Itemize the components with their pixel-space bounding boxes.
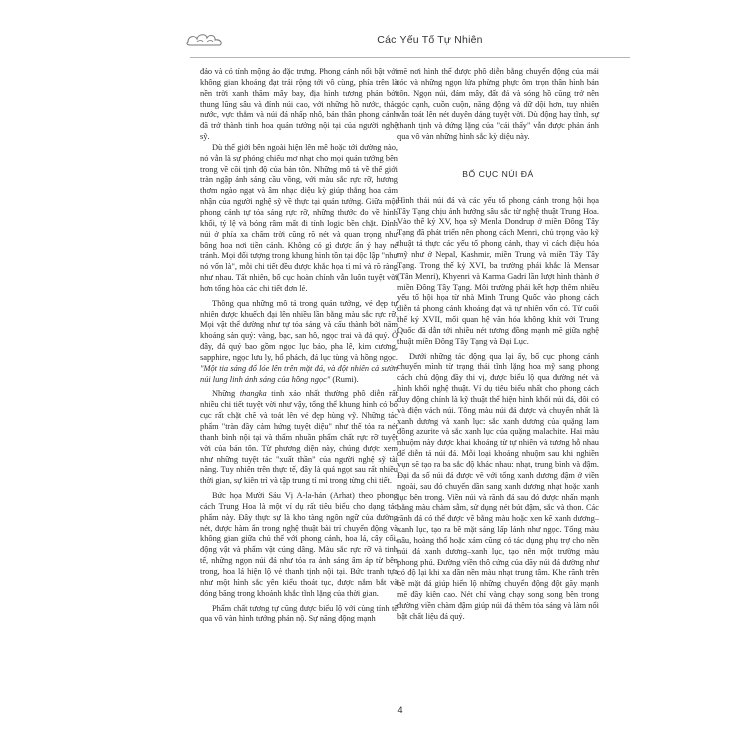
paragraph — [200, 299, 398, 386]
paragraph-text: tinh xảo nhất thường phô diễn rất nhiều chi tiết tuyệt vời như vậy, tổng thể khung hình có bố cục rất chặt chẽ và toát lên vẻ đẹp hùng vỹ. Những tác phẩm "tràn đầy cảm hứng tuyệt diệu" như thế tỏa ra nét thanh bình nội tại và thẩm nhuần phẩm chất rực rỡ tuyệt vời của bản tôn. Từ phương diện này, chúng được xem như những tuyệt tác "xuất thần" của người nghệ sỹ tài năng. Tuy nhiên trên thực tế, đây là quá ngọt sau rất nhiều thời gian, sự kiên trì và tập trung tỉ mỉ trong từng chi tiết. — [200, 389, 398, 486]
paragraph: Hình thái núi đá và các yếu tố phong cảnh trong hội họa Tây Tạng chịu ảnh hưởng sâu sắc từ nghệ thuật Trung Hoa. Vào thế kỷ XV, họa sỹ Menla Dondrup ở miền Đông Tây Tạng đã phát triển nên phong cách Menri, chủ trọng vào kỹ thuật tả thực các yếu tố phong cảnh, thay vì cách điệu hóa mỹ như ở Nepal, Kashmir, miền Trung và miền Tây Tây Tạng. Trong thế kỷ XVI, ba trường phái khắc là Mensar (Tân Menri), Khyenri và Karma Gadri lần lượt hình thành ở miền Đông Tây Tạng. Môi trường phái kết hợp thêm nhiều yếu tố hội họa từ nhà Minh Trung Quốc vào phong cách diễn tả phong cảnh khoáng đạt và tự nhiên vốn có. Từ cuối thế kỷ XVII, mối quan hệ văn hóa không khít với Trung Quốc đã dẫn tới nhiều nét tương đồng mạnh mẽ giữa nghệ thuật miền Đông Tây Tạng và Đại Lục. — [397, 195, 599, 346]
header-divider — [190, 57, 630, 58]
left-text-column — [200, 67, 398, 625]
paragraph: đảo và có tính mộng ảo đặc trưng. Phong cảnh nổi bật với không gian khoáng đạt trải rộng tới vô cùng, phía trên là nền trời xanh thăm mây bay, địa hình tương phản bởi thung lũng sâu và đỉnh núi cao, với những hồ nước, thác nước, vực thẳm và núi đá nhấp nhô, bản thân phong cảnh đã trở thành tinh hoa quán tưởng nội tại của người nghệ sỹ. — [200, 67, 398, 142]
running-header-title: Các Yếu Tố Tự Nhiên — [377, 34, 483, 46]
paragraph: Dưới những tác động qua lại ấy, bố cục phong cảnh chuyển mình từ trạng thái tĩnh lặng hoa mỹ sang phong cách chủ động đầy thi vị, được biểu lộ qua đường nét và hình khối nghệ thuật. Ví dụ tiêu biểu nhất cho phong cách duy động chính là kỹ thuật thể hiện hình khối núi đá, đôi có và điện vách núi. Tông màu núi đá được và chuyển nhất là xanh dương và xanh lục: sắc xanh dương của quặng lam đồng azurite và sắc xanh lục của quặng malachite. Hai màu nhuộm này được khai khoáng từ tự nhiên và tương hỗ nhau để diễn tả núi đá. Mỗi loại khoáng nhuộm sau khi nghiền vụn sẽ tạo ra ba sắc độ khác nhau: nhạt, trung bình và đậm. Đại đa số núi đá được vẽ với tổng xanh dương đậm ở viền ngoài, sau đó chuyển dần sang xanh dương nhạt hoặc xanh lục bên trong. Viền núi và rãnh đá sau đó được nhấn mạnh bằng màu chàm sẫm, sử dụng nét bút đậm, sắc và thon. Các rãnh đá có thể được vẽ bằng màu hoặc xen kẽ xanh dương–xanh lục, tạo ra bề mặt sáng lấp lánh như ngọc. Tổng màu nâu, hoàng thổ hoặc xám cũng có tác dụng phụ trợ cho nền núi đá xanh dương–xanh lục, tạo nên một trường màu phong phú. Đường viền thô cứng của dãy núi đá đường như có độ lại khi xa dần nền màu nhạt trung tâm. Khe rãnh trên bề mặt đá giúp hiển lộ những chuyển động đột gãy mạnh mẽ đầy kiên cao. Nét chỉ vàng chạy song song bên trong đường viền chàm đậm giúp núi đá thêm tỏa sáng và làm nổi bật chất liệu đá quý. — [397, 351, 599, 621]
quote-attribution: (Rumi). — [332, 374, 359, 384]
paragraph — [200, 389, 398, 487]
paragraph: Phẩm chất tương tự cũng được biểu lộ với cùng tính tế qua vô vàn hình tướng phản nộ. Sự năng động mạnh — [200, 603, 398, 624]
thangka-term: thangka — [239, 389, 267, 399]
paragraph: mẽ nơi hình thể được phô diễn bằng chuyển động của mái tóc và những ngọn lửa phừng phực ôm trọn thân hình bản tôn. Ngọn núi, đám mây, đất đá và sóng hồ cũng trở nên góc cạnh, cuồn cuộn, năng động và dữ dội hơn, tuy nhiên vẫn toát lên nét duyên dáng tuyệt vời. Dù động hay tĩnh, sự thanh tịnh và đứng lặng của "cái thấy" vẫn được phản ánh qua vô vàn những hình sắc kỳ diệu này. — [397, 67, 599, 142]
rumi-quote: "Một tia sáng đổ lóe lên trên mặt đá, và đột nhiên cả sườn núi lung linh ánh sáng của hồng ngọc" — [200, 363, 398, 384]
page-number: 4 — [397, 705, 403, 715]
right-text-column — [397, 67, 599, 623]
paragraph: Dù thế giới bên ngoài hiện lên mê hoặc tới dường nào, nó vẫn là sự phóng chiếu mơ nhạt cho mọi quán tưởng bên trong về cõi tịnh độ của bản tôn. Những mô tả về thế giới tràn ngập ánh sáng cầu vồng, với màu sắc rực rỡ, hương thơm ngào ngạt và âm nhạc diệu kỳ giúp thắng hoa cảm nhận của người nghệ sỹ về thực tại quán tưởng. Giữa một phong cảnh tự tỏa sáng rực rỡ, những thước đo về hình khối, tỷ lệ và bóng râm mất đi tính logic bền chặt. Đỉnh núi ở phía xa chấm trời cũng rõ nét và quan trọng như bông hoa nơi tiền cảnh. Không có gì được ẩn ý hay né tránh. Mọi đối tượng trong khung hình tồn tại độc lập "như nó vốn là", mỗi chi tiết đều được khắc họa tỉ mỉ và rõ ràng như nhau. Tất nhiên, bố cục hoàn chỉnh vẫn luôn tuyệt vời hơn tổng hòa các chi tiết đơn lẻ. — [200, 142, 398, 293]
paragraph-text: Thông qua những mô tả trong quán tưởng, vẻ đẹp tự nhiên được khuếch đại lên nhiều lần bằng màu sắc rực rỡ. Mọi vật thể dường như tự tỏa sáng và cấu thành bởi năm khoáng sản quý: vàng, bạc, san hô, ngọc trai và đá quý. Ở đây, đá quý bao gồm ngọc lục bảo, pha lê, kim cương, sapphire, ngọc lưu ly, hổ phách, đá lục tùng và hồng ngọc. — [200, 298, 398, 362]
section-heading: BỐ CỤC NÚI ĐÁ — [462, 168, 534, 179]
page-header — [0, 0, 750, 66]
paragraph-text: Những — [212, 389, 240, 399]
paragraph: Bức họa Mười Sáu Vị A-la-hán (Arhat) theo phong cách Trung Hoa là một ví dụ rất tiêu biểu cho dạng tác phẩm này. Đây thực sự là kho tàng ngôn ngữ của đường nét, được hàm ẩn trong nghệ thuật bài trí chuyển động và không gian giữa chủ thể với phong cảnh, hoa lá, cây cối, động vật và phẩm vật cúng dâng. Màu sắc rực rỡ và tinh tế, những ngọn núi đá như tỏa ra ánh sáng âm áp từ bên trong, hoa lá hiện lộ vẻ thanh tịnh nội tại. Bức tranh tựa như một hình sắc yên kiểu thoát tục, được nắm bắt và đóng băng trong khoảnh khắc tĩnh lặng của thời gian. — [200, 491, 398, 598]
cloud-ornament-icon — [185, 30, 227, 50]
